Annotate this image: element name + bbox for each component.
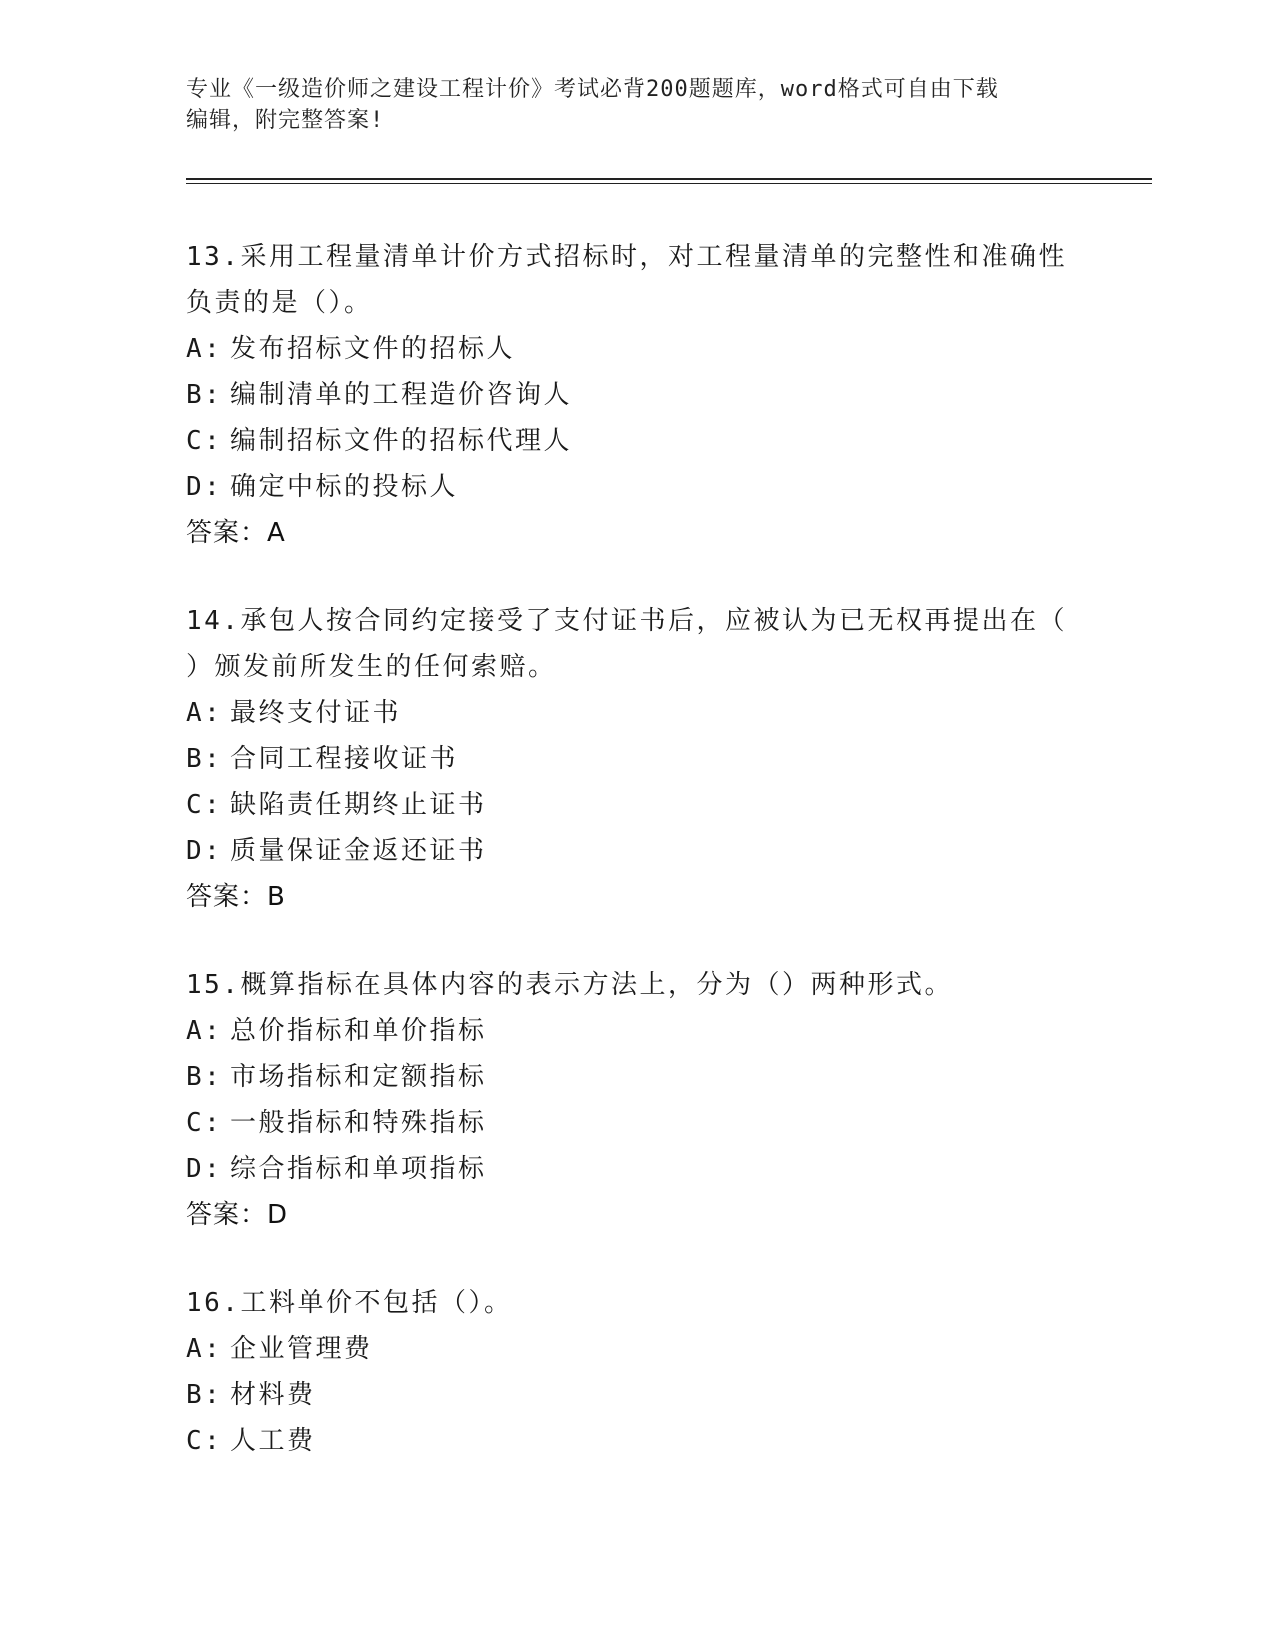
option-key: B: xyxy=(186,1380,223,1410)
question-stem-continued: 负责的是（）。 xyxy=(186,288,373,318)
option-key: C: xyxy=(186,426,223,456)
option-text: 总价指标和单价指标 xyxy=(230,1016,487,1046)
answer-line: 答案：D xyxy=(186,1200,289,1230)
option-key: A: xyxy=(186,334,223,364)
option-key: C: xyxy=(186,790,223,820)
header-divider-thin xyxy=(186,183,1152,184)
option-key: A: xyxy=(186,1016,223,1046)
option-key: D: xyxy=(186,836,223,866)
option-d xyxy=(186,828,1086,874)
option-text: 一般指标和特殊指标 xyxy=(230,1108,487,1138)
option-text: 合同工程接收证书 xyxy=(230,744,459,774)
option-b xyxy=(186,372,1086,418)
option-text: 人工费 xyxy=(230,1426,316,1456)
option-key: A: xyxy=(186,1334,223,1364)
option-b xyxy=(186,736,1086,782)
question-stem-continued: ）颁发前所发生的任何索赔。 xyxy=(186,652,557,682)
answer-line: 答案：A xyxy=(186,518,286,548)
option-text: 编制招标文件的招标代理人 xyxy=(230,426,573,456)
option-key: B: xyxy=(186,380,223,410)
option-a xyxy=(186,1008,1086,1054)
option-b xyxy=(186,1054,1086,1100)
option-c xyxy=(186,418,1086,464)
option-key: C: xyxy=(186,1108,223,1138)
option-text: 企业管理费 xyxy=(230,1334,373,1364)
answer-line: 答案：B xyxy=(186,882,286,912)
option-text: 缺陷责任期终止证书 xyxy=(230,790,487,820)
option-a xyxy=(186,326,1086,372)
option-text: 发布招标文件的招标人 xyxy=(230,334,516,364)
header-line-2: 编辑，附完整答案! xyxy=(186,108,385,133)
option-key: A: xyxy=(186,698,223,728)
option-text: 最终支付证书 xyxy=(230,698,402,728)
option-text: 确定中标的投标人 xyxy=(230,472,459,502)
option-b xyxy=(186,1372,1086,1418)
option-c xyxy=(186,1418,1086,1464)
option-key: C: xyxy=(186,1426,223,1456)
option-d xyxy=(186,464,1086,510)
header-line-1: 专业《一级造价师之建设工程计价》考试必背200题题库，word格式可自由下载 xyxy=(186,77,999,102)
option-key: D: xyxy=(186,1154,223,1184)
option-text: 材料费 xyxy=(230,1380,316,1410)
question-stem: 14.承包人按合同约定接受了支付证书后，应被认为已无权再提出在（ xyxy=(186,606,1067,636)
option-a xyxy=(186,690,1086,736)
option-a xyxy=(186,1326,1086,1372)
header-divider xyxy=(186,178,1152,180)
option-key: B: xyxy=(186,744,223,774)
option-text: 市场指标和定额指标 xyxy=(230,1062,487,1092)
question-stem: 15.概算指标在具体内容的表示方法上，分为（）两种形式。 xyxy=(186,970,953,1000)
option-text: 综合指标和单项指标 xyxy=(230,1154,487,1184)
option-key: D: xyxy=(186,472,223,502)
option-key: B: xyxy=(186,1062,223,1092)
question-15 xyxy=(186,962,1086,1238)
question-16 xyxy=(186,1280,1086,1464)
option-text: 质量保证金返还证书 xyxy=(230,836,487,866)
option-d xyxy=(186,1146,1086,1192)
question-stem: 13.采用工程量清单计价方式招标时，对工程量清单的完整性和准确性 xyxy=(186,242,1067,272)
question-14 xyxy=(186,598,1086,920)
question-13 xyxy=(186,234,1086,556)
document-header xyxy=(186,74,1086,136)
question-stem: 16.工料单价不包括（）。 xyxy=(186,1288,513,1318)
option-text: 编制清单的工程造价咨询人 xyxy=(230,380,573,410)
question-list xyxy=(186,234,1086,1506)
option-c xyxy=(186,782,1086,828)
option-c xyxy=(186,1100,1086,1146)
